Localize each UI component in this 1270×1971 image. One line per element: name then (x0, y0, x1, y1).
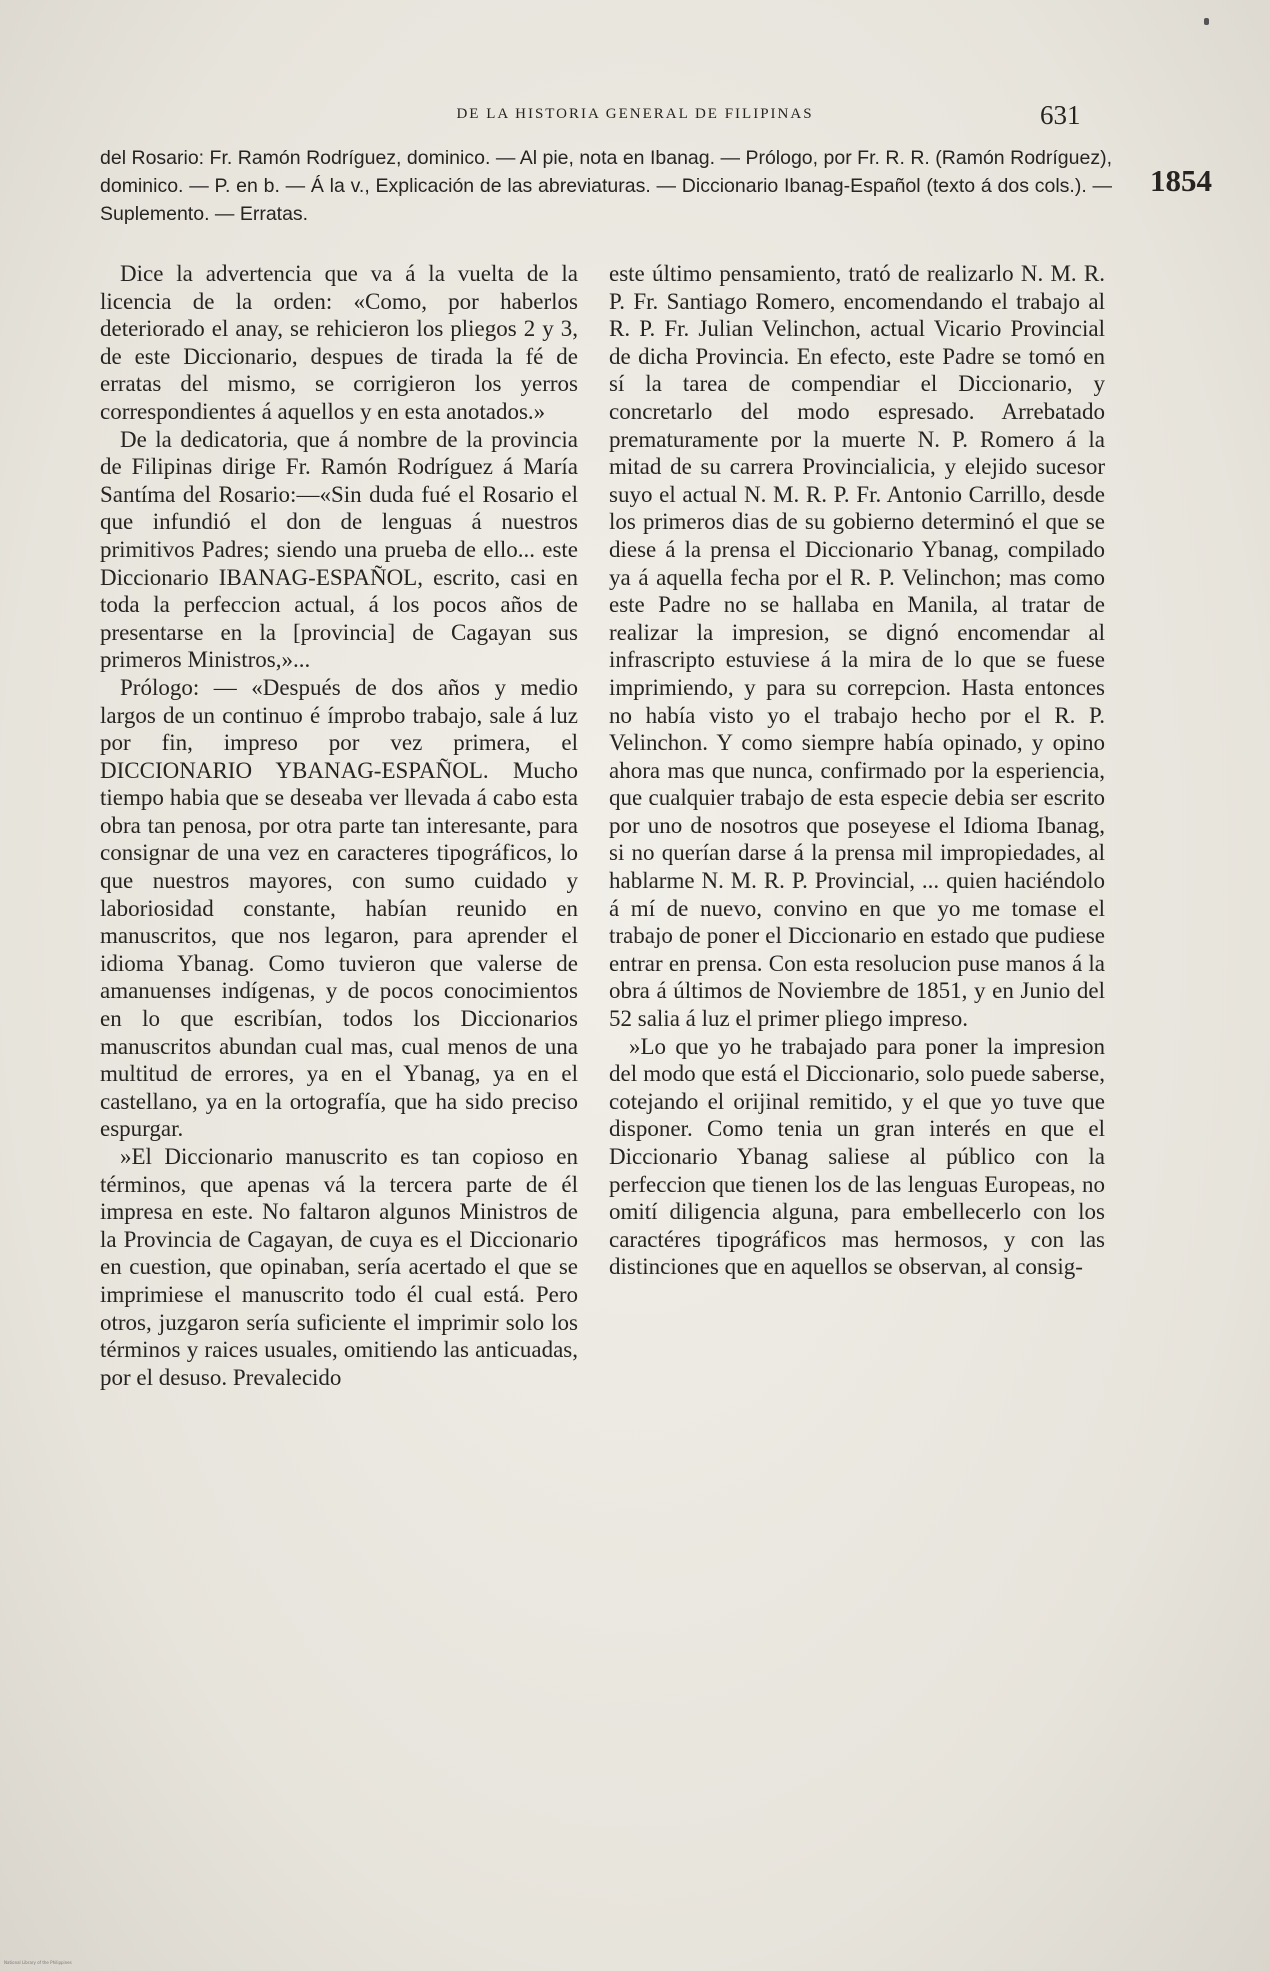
running-head: DE LA HISTORIA GENERAL DE FILIPINAS (456, 106, 814, 122)
paragraph: »El Diccionario manuscrito es tan copioso en términos, que apenas vá la tercera parte de él impresa en este. No faltaron algunos Ministros de la Provincia de Cagayan, de cuya es el Diccionario en cuestion, que opinaban, sería acertado el que se imprimiese el manuscrito todo él cual está. Pero otros, juzgaron sería suficiente el imprimir solo los términos y raices usuales, omitiendo las anticuadas, por el desuso. Prevalecido (100, 1144, 578, 1390)
bibliographic-note: del Rosario: Fr. Ramón Rodríguez, dominico. — Al pie, nota en Ibanag. — Prólogo, por Fr. R. R. (Ramón Rodríguez), dominico. — P. en b. — Á la v., Explicación de las abreviaturas. — Diccionario Ibanag-Español (texto á dos cols.). — Suplemento. — Erratas. (100, 147, 1112, 225)
paragraph: De la dedicatoria, que á nombre de la provincia de Filipinas dirige Fr. Ramón Rodríguez á María Santíma del Rosario:—«Sin duda fué el Rosario el que infundió el don de lenguas á nuestros primitivos Padres; siendo una prueba de ello... este Diccionario IBANAG-ESPAÑOL, escrito, casi en toda la perfeccion actual, á los pocos años de presentarse en la [provincia] de Cagayan sus primeros Ministros,»... (100, 426, 578, 673)
right-column (609, 260, 1105, 1281)
ink-mark (1204, 18, 1209, 25)
library-stamp: National Library of the Philippines (4, 1960, 72, 1965)
left-column (100, 260, 578, 1391)
page-number: 631 (1040, 100, 1081, 130)
paragraph: este último pensamiento, trató de realizarlo N. M. R. P. Fr. Santiago Romero, encomendando el trabajo al R. P. Fr. Julian Velinchon, actual Vicario Provincial de dicha Provincia. En efecto, este Padre se tomó en sí la tarea de compendiar el Diccionario, y concretarlo del modo espresado. Arrebatado prematuramente por la muerte N. P. Romero á la mitad de su carrera Provincialicia, y elejido sucesor suyo el actual N. M. R. P. Fr. Antonio Carrillo, desde los primeros dias de su gobierno determinó el que se diese á la prensa el Diccionario Ybanag, compilado ya á aquella fecha por el R. P. Velinchon; mas como este Padre no se hallaba en Manila, al tratar de realizar la impresion, se dignó encomendar al infrascripto estuviese á la mira de lo que se fuese imprimiendo, y para su correpcion. Hasta entonces no había visto yo el trabajo hecho por el R. P. Velinchon. Y como siempre había opinado, y opino ahora mas que nunca, confirmado por la esperiencia, que cualquier trabajo de esta especie debia ser escrito por uno de nosotros que poseyese el Idioma Ibanag, si no querían darse á la prensa mil impropiedades, al hablarme N. M. R. P. Provincial, ... quien haciéndolo á mí de nuevo, convino en que yo me tomase el trabajo de poner el Diccionario en estado que pudiese entrar en prensa. Con esta resolucion puse manos á la obra á últimos de Noviembre de 1851, y en Junio del 52 salia á luz el primer pliego impreso. (609, 261, 1105, 1032)
margin-year: 1854 (1150, 163, 1212, 198)
paragraph: »Lo que yo he trabajado para poner la impresion del modo que está el Diccionario, solo puede saberse, cotejando el orijinal remitido, y el que yo tuve que disponer. Como tenia un gran interés en que el Diccionario Ybanag saliese al público con la perfeccion que tienen los de las lenguas Europeas, no omití diligencia alguna, para embellecerlo con los caractéres tipográficos mas hermosos, y con las distinciones que en aquellos se observan, al consig- (609, 1033, 1105, 1280)
paragraph: Prólogo: — «Después de dos años y medio largos de un continuo é ímprobo trabajo, sale á luz por fin, impreso por vez primera, el DICCIONARIO YBANAG-ESPAÑOL. Mucho tiempo habia que se deseaba ver llevada á cabo esta obra tan penosa, por otra parte tan interesante, para consignar de una vez en caracteres tipográficos, lo que nuestros mayores, con sumo cuidado y laboriosidad constante, habían reunido en manuscritos, que nos legaron, para aprender el idioma Ybanag. Como tuvieron que valerse de amanuenses indígenas, y de pocos conocimientos en lo que escribían, todos los Diccionarios manuscritos abundan cual mas, cual menos de una multitud de errores, ya en el Ybanag, ya en el castellano, ya en la ortografía, que ha sido preciso espurgar. (100, 674, 578, 1142)
paragraph: Dice la advertencia que va á la vuelta de la licencia de la orden: «Como, por haberlos deteriorado el anay, se rehicieron los pliegos 2 y 3, de este Diccionario, despues de tirada la fé de erratas del mismo, se corrigieron los yerros correspondientes á aquellos y en esta anotados.» (100, 261, 578, 424)
